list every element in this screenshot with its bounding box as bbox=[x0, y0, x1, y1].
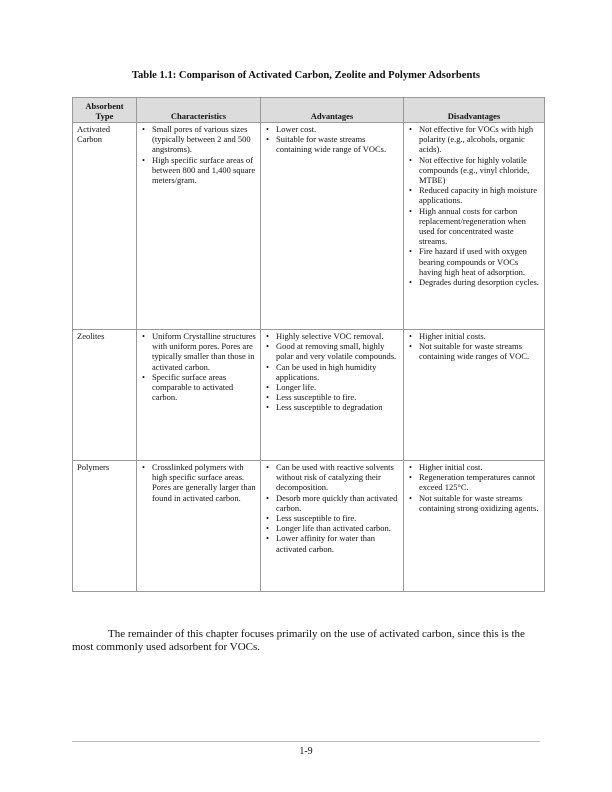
bullet-icon: • bbox=[409, 246, 412, 257]
bullet-icon: • bbox=[142, 154, 145, 165]
list-item-text: Good at removing small, highly polar and very volatile compounds. bbox=[276, 341, 397, 362]
bullet-icon: • bbox=[266, 382, 269, 393]
list-item-text: Can be used with reactive solvents without risk of catalyzing their decomposition. bbox=[276, 462, 394, 493]
list-item-text: Degrades during desorption cycles. bbox=[419, 277, 539, 288]
list-item-text: Less susceptible to fire. bbox=[276, 392, 357, 403]
bullet-icon: • bbox=[409, 472, 412, 483]
comparison-table bbox=[72, 97, 545, 592]
header-type-line2: Type bbox=[95, 110, 114, 121]
characteristics-cell bbox=[137, 123, 261, 330]
list-item-text: Less susceptible to degradation bbox=[276, 402, 383, 413]
list-item bbox=[265, 513, 399, 523]
characteristics-list bbox=[141, 331, 256, 402]
footer-divider bbox=[72, 741, 540, 742]
advantages-cell bbox=[261, 123, 404, 330]
bullet-icon: • bbox=[266, 523, 269, 534]
bullet-icon: • bbox=[142, 462, 145, 472]
list-item-text: Higher initial costs. bbox=[419, 331, 486, 341]
list-item bbox=[408, 462, 540, 472]
characteristics-list bbox=[141, 124, 256, 185]
page-number: 1-9 bbox=[299, 746, 313, 757]
disadvantages-list bbox=[408, 124, 540, 287]
bullet-icon: • bbox=[409, 331, 412, 341]
list-item bbox=[265, 493, 399, 513]
list-item bbox=[265, 462, 399, 493]
table-title: Table 1.1: Comparison of Activated Carbon, Zeolite and Polymer Adsorbents bbox=[131, 70, 481, 81]
table-row bbox=[73, 123, 545, 330]
list-item bbox=[408, 277, 540, 287]
list-item bbox=[408, 341, 540, 361]
header-absorbent-type bbox=[73, 98, 137, 123]
disadvantages-cell bbox=[404, 330, 545, 461]
header-characteristics: Characteristics bbox=[137, 98, 261, 123]
body-paragraph: The remainder of this chapter focuses primarily on the use of activated carbon, since this is the most commonly used adsorbent for VOCs. bbox=[72, 628, 525, 653]
list-item-text: Small pores of various sizes (typically between 2 and 500 angstroms). bbox=[152, 124, 251, 155]
bullet-icon: • bbox=[266, 341, 269, 352]
list-item-text: Suitable for waste streams containing wide range of VOCs. bbox=[276, 134, 387, 155]
absorbent-type-line1: Polymers bbox=[77, 462, 110, 472]
list-item-text: Reduced capacity in high moisture applications. bbox=[419, 185, 538, 206]
list-item-text: Desorb more quickly than activated carbon. bbox=[276, 492, 398, 513]
list-item-text: Specific surface areas comparable to activated carbon. bbox=[152, 371, 234, 403]
list-item bbox=[265, 523, 399, 533]
list-item-text: Lower affinity for water than activated carbon. bbox=[276, 533, 375, 554]
bullet-icon: • bbox=[409, 492, 412, 503]
list-item bbox=[408, 155, 540, 186]
list-item bbox=[141, 124, 256, 155]
bullet-icon: • bbox=[142, 371, 145, 382]
list-item-text: High specific surface areas of between 800 and 1,400 square meters/gram. bbox=[152, 154, 256, 186]
list-item bbox=[265, 533, 399, 553]
list-item-text: Regeneration temperatures cannot exceed 125°C. bbox=[419, 472, 536, 493]
list-item bbox=[265, 341, 399, 361]
bullet-icon: • bbox=[266, 392, 269, 403]
list-item-text: Less susceptible to fire. bbox=[276, 513, 357, 524]
list-item bbox=[265, 402, 399, 412]
list-item-text: Longer life. bbox=[276, 382, 317, 393]
list-item-text: Lower cost. bbox=[276, 124, 317, 134]
list-item bbox=[141, 331, 256, 372]
list-item bbox=[141, 155, 256, 186]
list-item bbox=[408, 246, 540, 277]
list-item-text: Highly selective VOC removal. bbox=[276, 331, 384, 341]
list-item-text: Fire hazard if used with oxygen bearing compounds or VOCs having high heat of adsorption. bbox=[419, 246, 527, 277]
header-disadvantages: Disadvantages bbox=[404, 98, 545, 123]
advantages-cell bbox=[261, 461, 404, 592]
disadvantages-cell bbox=[404, 461, 545, 592]
bullet-icon: • bbox=[266, 513, 269, 524]
list-item bbox=[408, 331, 540, 341]
advantages-cell bbox=[261, 330, 404, 461]
list-item-text: Not effective for highly volatile compounds (e.g., vinyl chloride, MTBE) bbox=[419, 154, 530, 186]
disadvantages-list bbox=[408, 331, 540, 362]
bullet-icon: • bbox=[142, 124, 145, 134]
disadvantages-list bbox=[408, 462, 540, 513]
table-row bbox=[73, 330, 545, 461]
bullet-icon: • bbox=[409, 277, 412, 288]
characteristics-cell bbox=[137, 330, 261, 461]
list-item bbox=[408, 493, 540, 513]
list-item bbox=[265, 392, 399, 402]
bullet-icon: • bbox=[266, 533, 269, 544]
characteristics-list bbox=[141, 462, 256, 503]
list-item-text: Uniform Crystalline structures with uniform pores. Pores are typically smaller than those in activated carbon. bbox=[152, 331, 256, 372]
bullet-icon: • bbox=[409, 341, 412, 352]
list-item-text: Crosslinked polymers with high specific surface areas. Pores are generally larger than found in activated carbon. bbox=[152, 462, 256, 503]
list-item-text: High annual costs for carbon replacement/regeneration when used for concentrated waste streams. bbox=[419, 205, 526, 247]
list-item-text: Longer life than activated carbon. bbox=[276, 523, 391, 534]
bullet-icon: • bbox=[142, 331, 145, 341]
bullet-icon: • bbox=[409, 185, 412, 196]
absorbent-type-cell bbox=[73, 123, 137, 330]
list-item bbox=[265, 134, 399, 154]
list-item bbox=[265, 331, 399, 341]
absorbent-type-line1: Zeolites bbox=[77, 331, 105, 341]
list-item-text: Higher initial cost. bbox=[419, 462, 483, 472]
list-item-text: Can be used in high humidity applications. bbox=[276, 361, 377, 382]
absorbent-type-line2: Carbon bbox=[77, 134, 103, 145]
bullet-icon: • bbox=[409, 205, 412, 216]
bullet-icon: • bbox=[266, 331, 269, 341]
list-item bbox=[265, 124, 399, 134]
advantages-list bbox=[265, 124, 399, 155]
disadvantages-cell bbox=[404, 123, 545, 330]
bullet-icon: • bbox=[266, 134, 269, 145]
list-item bbox=[408, 185, 540, 205]
absorbent-type-cell bbox=[73, 330, 137, 461]
header-advantages: Advantages bbox=[261, 98, 404, 123]
bullet-icon: • bbox=[266, 402, 269, 413]
header-type-line1: Absorbent bbox=[85, 100, 124, 111]
list-item-text: Not suitable for waste streams containing strong oxidizing agents. bbox=[419, 492, 539, 513]
advantages-list bbox=[265, 331, 399, 413]
list-item-text: Not suitable for waste streams containing wide ranges of VOC. bbox=[419, 341, 530, 362]
list-item-text: Not effective for VOCs with high polarity (e.g., alcohols, organic acids). bbox=[419, 124, 534, 155]
list-item bbox=[141, 462, 256, 503]
absorbent-type-line1: Activated bbox=[77, 124, 111, 134]
bullet-icon: • bbox=[266, 361, 269, 372]
bullet-icon: • bbox=[266, 462, 269, 472]
list-item bbox=[265, 362, 399, 382]
list-item bbox=[141, 372, 256, 403]
advantages-list bbox=[265, 462, 399, 554]
absorbent-type-cell bbox=[73, 461, 137, 592]
list-item bbox=[265, 382, 399, 392]
list-item bbox=[408, 472, 540, 492]
bullet-icon: • bbox=[266, 492, 269, 503]
bullet-icon: • bbox=[409, 154, 412, 165]
bullet-icon: • bbox=[409, 462, 412, 472]
list-item bbox=[408, 124, 540, 155]
table-row bbox=[73, 461, 545, 592]
characteristics-cell bbox=[137, 461, 261, 592]
table-header-row bbox=[73, 98, 545, 123]
bullet-icon: • bbox=[266, 124, 269, 134]
list-item bbox=[408, 206, 540, 247]
bullet-icon: • bbox=[409, 124, 412, 134]
